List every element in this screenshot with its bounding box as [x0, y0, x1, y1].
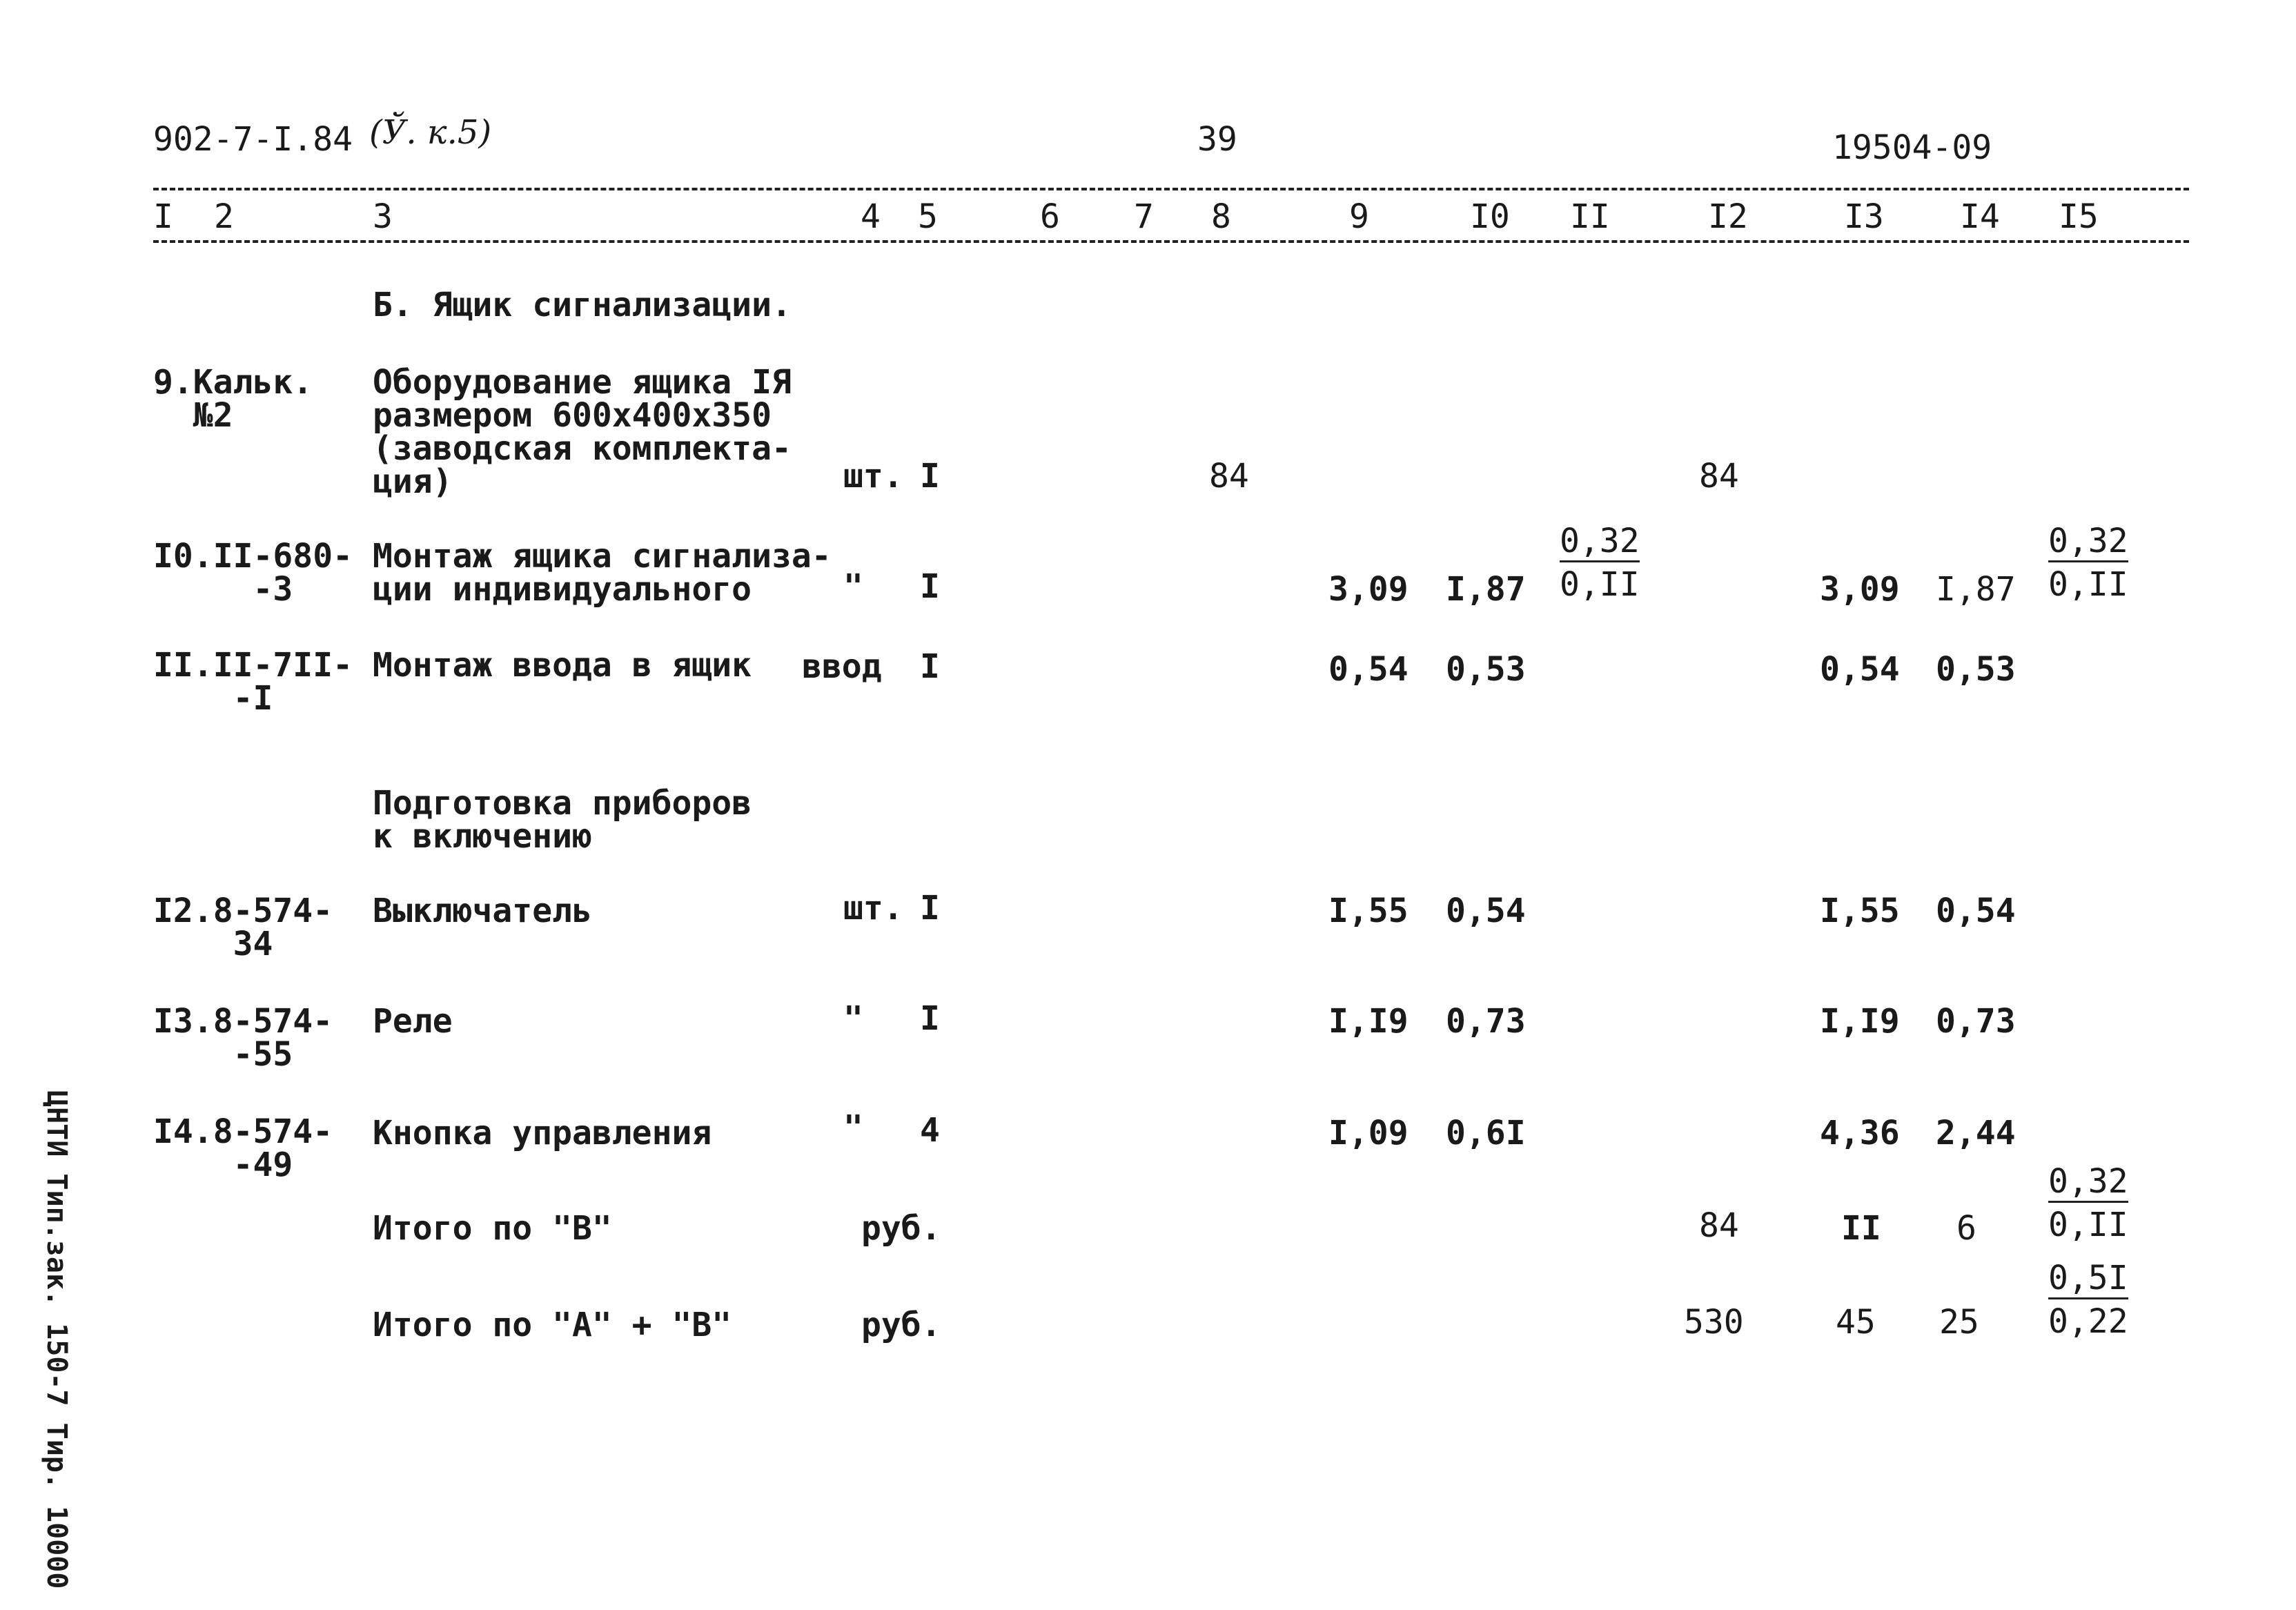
total-unit: руб. [861, 1209, 941, 1248]
printer-imprint-text: ЦНТИ Тип.зак. 150-7 Тир. 10000 [41, 1090, 72, 1589]
row-col14: 0,73 [1936, 1002, 2016, 1041]
row-col13: I,55 [1820, 892, 1900, 930]
col-header-3: 3 [373, 197, 393, 236]
row-unit: " [843, 999, 863, 1038]
col-header-6: 6 [1040, 197, 1060, 236]
total-col12: 530 [1684, 1303, 1744, 1342]
archive-number: 19504-09 [1832, 128, 1992, 167]
row-name: Реле [373, 1002, 453, 1041]
total-col13: II [1841, 1209, 1881, 1248]
total-col15-fraction [2048, 1162, 2128, 1244]
row-unit: " [843, 567, 863, 606]
row-qty: I [920, 647, 940, 686]
col-header-13: I3 [1844, 197, 1884, 236]
row-col9: 3,09 [1328, 570, 1409, 609]
fraction-denominator: 0,22 [2048, 1302, 2128, 1341]
fraction-denominator: 0,II [2048, 565, 2128, 604]
total-col14: 6 [1956, 1209, 1976, 1248]
row-col9: I,I9 [1328, 1002, 1409, 1041]
total-label: Итого по "В" [373, 1209, 612, 1248]
total-col12: 84 [1699, 1206, 1739, 1245]
total-col13: 45 [1836, 1303, 1876, 1342]
row-col10: 0,6I [1446, 1114, 1526, 1152]
row-col15-fraction [2048, 522, 2128, 604]
row-code: II.II-7II- -I [153, 646, 353, 718]
row-unit: ввод [802, 647, 882, 686]
col-header-10: I0 [1470, 197, 1510, 236]
row-qty: I [920, 457, 940, 495]
row-col8: 84 [1209, 457, 1249, 495]
page-number: 39 [1197, 120, 1237, 159]
header-dashed-line-top [153, 188, 2189, 190]
row-name: Оборудование ящика IЯ размером 600х400х350 (заводская комплекта- ция) [373, 363, 792, 501]
document-code: 902-7-I.84 [153, 120, 353, 159]
handwritten-note: (Ў. к.5) [369, 113, 492, 152]
fraction-numerator: 0,5I [2048, 1262, 2128, 1299]
col-header-2: 2 [214, 197, 234, 236]
total-col15-fraction [2048, 1259, 2128, 1341]
row-col13: I,I9 [1820, 1002, 1900, 1041]
col-header-4: 4 [861, 197, 881, 236]
row-col10: 0,73 [1446, 1002, 1526, 1041]
row-name: Выключатель [373, 892, 592, 930]
row-col12: 84 [1699, 457, 1739, 495]
total-unit: руб. [861, 1306, 941, 1344]
row-qty: I [920, 999, 940, 1038]
row-col10: 0,54 [1446, 892, 1526, 930]
row-qty: I [920, 567, 940, 606]
col-header-15: I5 [2059, 197, 2099, 236]
row-col10: 0,53 [1446, 650, 1526, 689]
fraction-numerator: 0,32 [2048, 1165, 2128, 1203]
printer-imprint [41, 1090, 72, 1587]
row-name: Монтаж ящика сигнализа- ции индивидуального [373, 537, 832, 609]
total-label: Итого по "А" + "В" [373, 1306, 732, 1344]
total-col14: 25 [1939, 1303, 1979, 1342]
col-header-1: I [153, 197, 173, 236]
row-col13: 3,09 [1820, 570, 1900, 609]
header-dashed-line-bottom [153, 240, 2189, 243]
row-col14: I,87 [1936, 570, 2016, 609]
fraction-denominator: 0,II [2048, 1206, 2128, 1244]
col-header-8: 8 [1211, 197, 1231, 236]
col-header-12: I2 [1708, 197, 1748, 236]
row-col14: 0,53 [1936, 650, 2016, 689]
row-code: 9.Кальк. №2 [153, 363, 313, 435]
row-col14: 2,44 [1936, 1114, 2016, 1152]
row-unit: шт. [843, 457, 903, 495]
col-header-7: 7 [1134, 197, 1154, 236]
row-code: I4.8-574- -49 [153, 1112, 333, 1184]
row-code: I0.II-680- -3 [153, 537, 353, 609]
col-header-14: I4 [1960, 197, 2000, 236]
col-header-5: 5 [918, 197, 938, 236]
col-header-11: II [1570, 197, 1610, 236]
row-col10: I,87 [1446, 570, 1526, 609]
row-unit: шт. [843, 889, 903, 927]
row-col9: I,55 [1328, 892, 1409, 930]
row-name: Кнопка управления [373, 1114, 712, 1152]
fraction-numerator: 0,32 [2048, 524, 2128, 562]
col-header-9: 9 [1349, 197, 1369, 236]
section-title: Б. Ящик сигнализации. [373, 286, 792, 324]
row-code: I3.8-574- -55 [153, 1002, 333, 1074]
row-col14: 0,54 [1936, 892, 2016, 930]
row-qty: I [920, 889, 940, 927]
row-code: I2.8-574- 34 [153, 892, 333, 963]
row-col9: 0,54 [1328, 650, 1409, 689]
fraction-denominator: 0,II [1560, 565, 1640, 604]
row-col13: 0,54 [1820, 650, 1900, 689]
row-unit: " [843, 1108, 863, 1147]
row-col9: I,09 [1328, 1114, 1409, 1152]
subsection-title: Подготовка приборов к включению [373, 784, 752, 856]
row-qty: 4 [920, 1111, 940, 1150]
row-name: Монтаж ввода в ящик [373, 646, 752, 685]
row-col11-fraction [1560, 522, 1640, 604]
row-col13: 4,36 [1820, 1114, 1900, 1152]
fraction-numerator: 0,32 [1560, 524, 1640, 562]
